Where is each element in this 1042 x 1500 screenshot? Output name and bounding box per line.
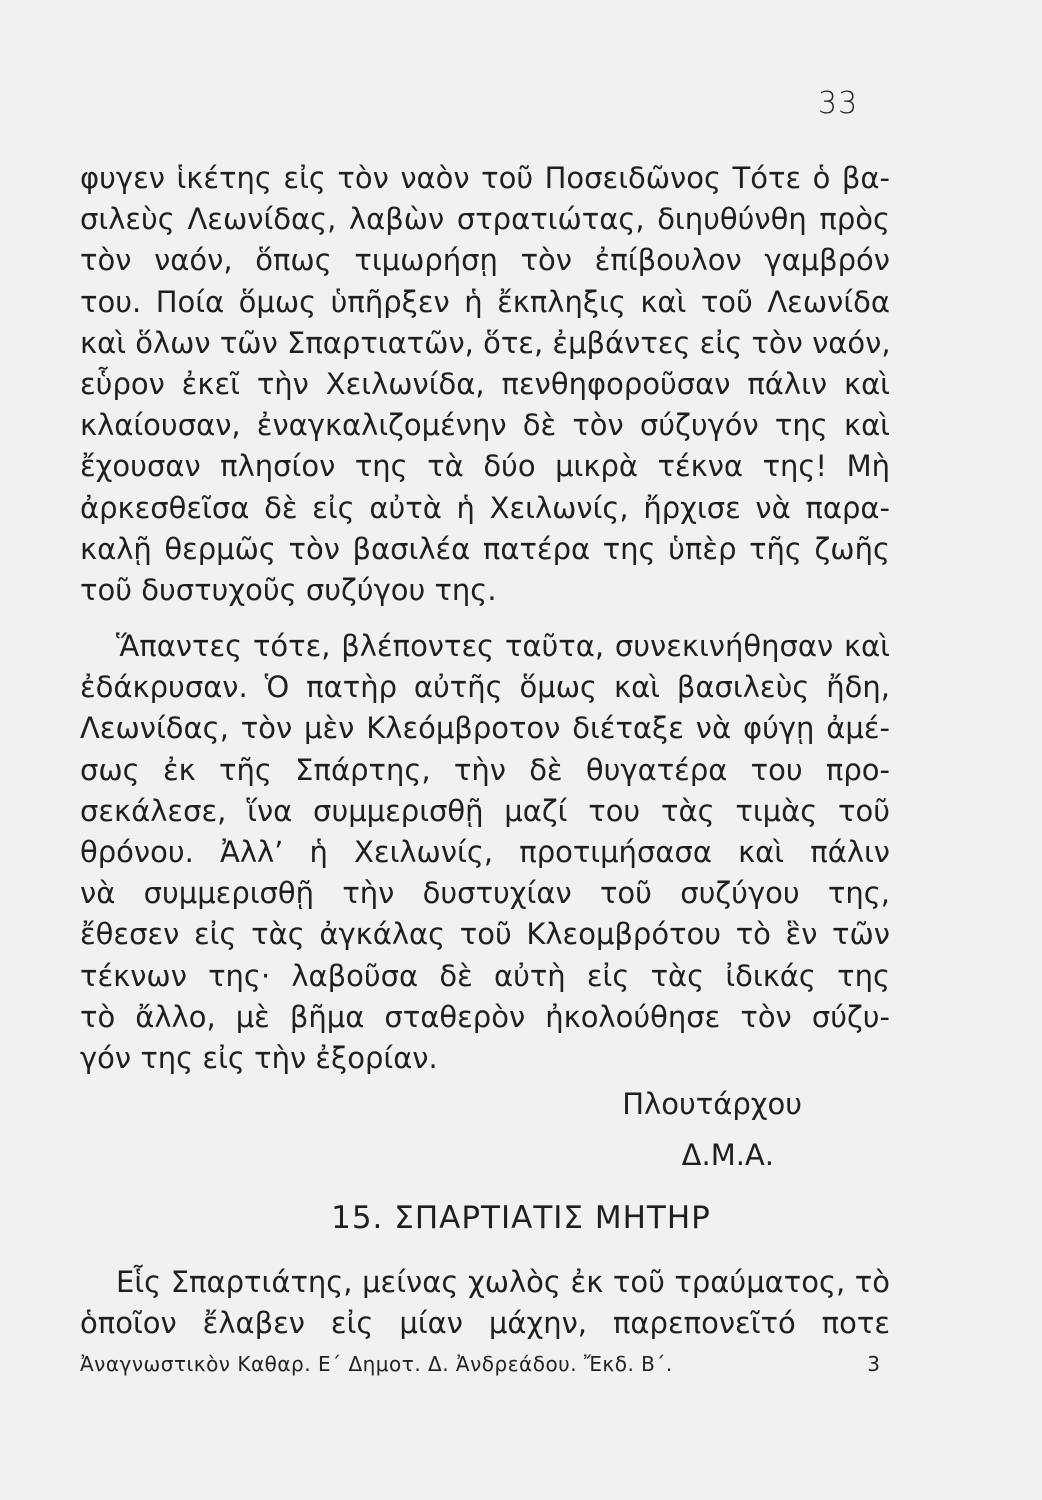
signature-author: Πλουτάρχου [622,1087,802,1121]
text-line: νὰ συμμερισθῇ τὴν δυστυχίαν τοῦ συζύγου της, [80,876,890,911]
text-line: τοῦ δυστυχοῦς συζύγου της. [80,572,497,607]
text-line: ἐδάκρυσαν. Ὁ πατὴρ αὐτῆς ὅμως καὶ βασιλεὺς ἤδη, [80,670,890,705]
footer-signature-mark: 3 [867,1352,880,1376]
paragraph-1 [80,158,890,611]
text-line: ἔχουσαν πλησίον της τὰ δύο μικρὰ τέκνα της! Μὴ [80,449,890,484]
text-line: ὁποῖον ἔλαβεν εἰς μίαν μάχην, παρεπονεῖτό ποτε [80,1306,890,1341]
text-line: θρόνου. Ἀλλ’ ἡ Χειλωνίς, προτιμήσασα καὶ πάλιν [80,834,890,869]
page-number: 33 [818,86,859,121]
text-line: Λεωνίδας, τὸν μὲν Κλεόμβροτον διέταξε νὰ φύγῃ ἀμέ- [80,711,890,746]
text-line: τὸ ἄλλο, μὲ βῆμα σταθερὸν ἠκολούθησε τὸν σύζυ- [80,999,890,1034]
paragraph-2 [80,626,890,1079]
text-line: καὶ ὅλων τῶν Σπαρτιατῶν, ὅτε, ἐμβάντες εἰς τὸν ναόν, [80,325,891,360]
text-line: εὗρον ἐκεῖ τὴν Χειλωνίδα, πενθηφοροῦσαν πάλιν καὶ [80,366,890,401]
text-line: τέκνων της· λαβοῦσα δὲ αὐτὴ εἰς τὰς ἰδικάς της [80,958,890,993]
text-line: τὸν ναόν, ὅπως τιμωρήσῃ τὸν ἐπίβουλον γαμβρόν [80,243,890,278]
text-line: Εἷς Σπαρτιάτης, μείνας χωλὸς ἐκ τοῦ τραύματος, τὸ [116,1265,890,1299]
text-line: ἔθεσεν εἰς τὰς ἀγκάλας τοῦ Κλεομβρότου τὸ ἓν τῶν [80,917,890,952]
text-line: σως ἐκ τῆς Σπάρτης, τὴν δὲ θυγατέρα του προ- [80,752,890,787]
text-line: γόν της εἰς τὴν ἐξορίαν. [80,1040,438,1075]
section-heading: 15. ΣΠΑΡΤΙΑΤΙΣ ΜΗΤΗΡ [331,1200,711,1236]
text-line: κλαίουσαν, ἐναγκαλιζομένην δὲ τὸν σύζυγόν της καὶ [80,408,890,443]
text-line: φυγεν ἱκέτης εἰς τὸν ναὸν τοῦ Ποσειδῶνος Τότε ὁ βα- [80,161,890,195]
text-line: καλῇ θερμῶς τὸν βασιλέα πατέρα της ὑπὲρ τῆς ζωῆς [80,531,890,566]
text-line: σεκάλεσε, ἵνα συμμερισθῇ μαζί του τὰς τιμὰς τοῦ [80,793,890,828]
footer-text: Ἀναγνωστικὸν Καθαρ. Ε΄ Δημοτ. Δ. Ἀνδρεάδου. Ἔκδ. Β΄. [80,1352,673,1376]
page-footer [80,1352,880,1376]
text-line: ἀρκεσθεῖσα δὲ εἰς αὐτὰ ἡ Χειλωνίς, ἤρχισε νὰ παρα- [80,490,890,525]
text-line: Ἅπαντες τότε, βλέποντες ταῦτα, συνεκινήθησαν καὶ [116,629,890,663]
signature-initials: Δ.Μ.Α. [681,1138,774,1172]
text-line: του. Ποία ὅμως ὑπῆρξεν ἡ ἔκπληξις καὶ τοῦ Λεωνίδα [80,284,890,319]
paragraph-3 [80,1262,890,1344]
text-line: σιλεὺς Λεωνίδας, λαβὼν στρατιώτας, διηυθύνθη πρὸς [80,202,890,237]
